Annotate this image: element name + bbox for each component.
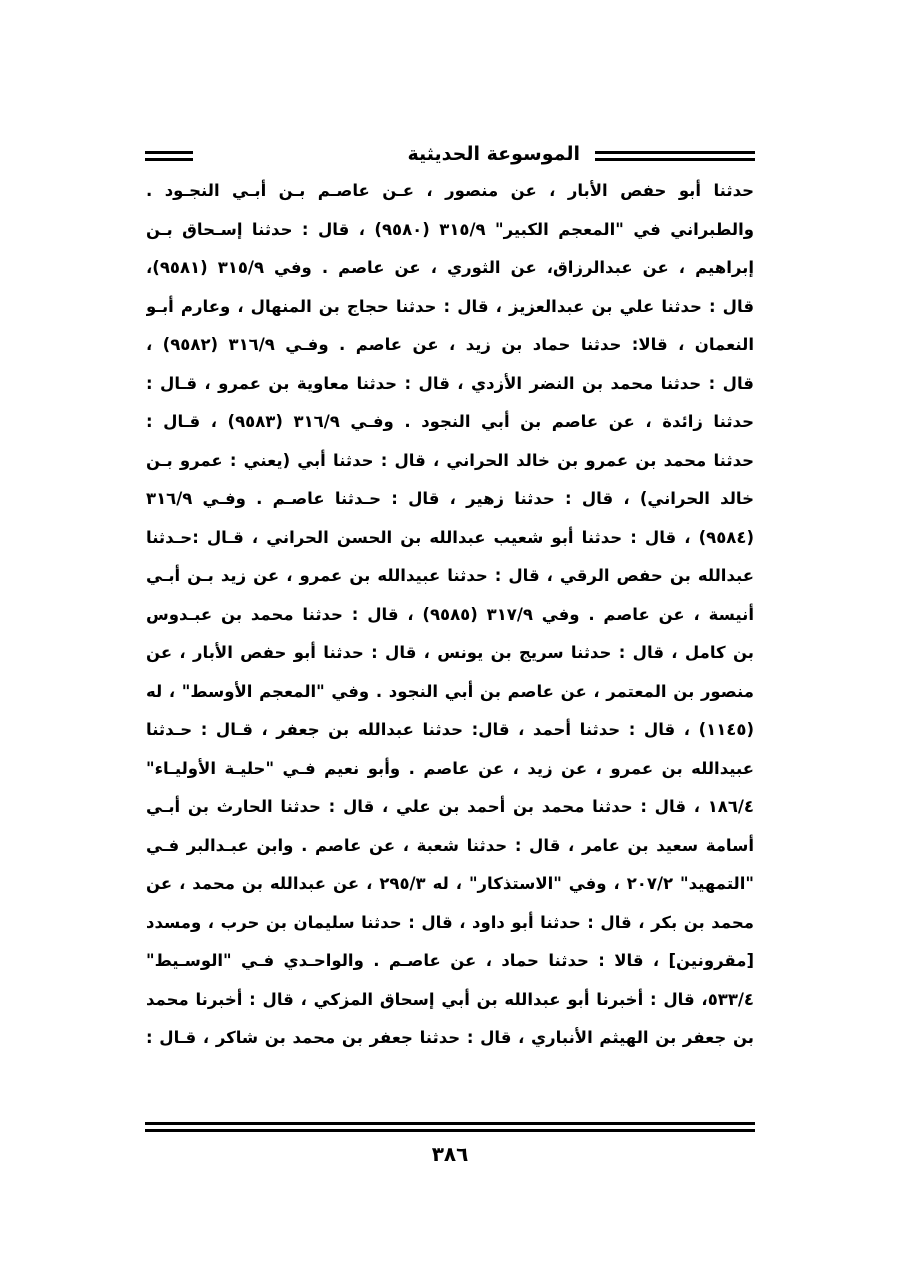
header-rule-left-bottom xyxy=(145,158,193,161)
text-line: خالد الحراني) ، قال : حدثنا زهير ، قال : حـدثنا عاصـم . وفـي ٣١٦/٩ xyxy=(146,489,754,508)
text-line: والطبراني في "المعجم الكبير" ٣١٥/٩ (٩٥٨٠) ، قال : حدثنا إسـحاق بـن xyxy=(146,219,754,239)
body-text xyxy=(146,172,754,1058)
header-rule-right-bottom xyxy=(595,158,755,161)
text-line: ٥٣٣/٤، قال : أخبرنا أبو عبدالله بن أبي إسحاق المزكي ، قال : أخبرنا محمد xyxy=(146,989,754,1009)
text-line: (١١٤٥) ، قال : حدثنا أحمد ، قال: حدثنا عبدالله بن جعفر ، قـال : حـدثنا xyxy=(146,720,754,739)
text-line: حدثنا أبو حفص الأبار ، عن منصور ، عـن عاصـم بـن أبـي النجـود . xyxy=(146,181,754,200)
text-line: قال : حدثنا محمد بن النضر الأزدي ، قال : حدثنا معاوية بن عمرو ، قـال : xyxy=(146,373,754,393)
text-line: أسامة سعيد بن عامر ، قال : حدثنا شعبة ، عن عاصم . وابن عبـدالبر فـي xyxy=(146,835,754,855)
text-line: عبيدالله بن عمرو ، عن زيد ، عن عاصم . وأبو نعيم فـي "حليـة الأوليـاء" xyxy=(146,758,754,778)
text-line: قال : حدثنا علي بن عبدالعزيز ، قال : حدثنا حجاج بن المنهال ، وعارم أبـو xyxy=(146,296,754,316)
footer-rule-top xyxy=(145,1122,755,1125)
text-line: "التمهيد" ٢٠٧/٢ ، وفي "الاستذكار" ، له ٢٩٥/٣ ، عن عبدالله بن محمد ، عن xyxy=(146,874,754,893)
text-line: حدثنا محمد بن عمرو بن خالد الحراني ، قال : حدثنا أبي (يعني : عمرو بـن xyxy=(146,450,754,470)
text-line: محمد بن بكر ، قال : حدثنا أبو داود ، قال : حدثنا سليمان بن حرب ، ومسدد xyxy=(146,912,754,932)
page-header xyxy=(145,140,755,174)
header-rule-right-top xyxy=(595,151,755,154)
page-number: ٣٨٦ xyxy=(431,1142,469,1166)
header-rule-left-top xyxy=(145,151,193,154)
footer-rule-bottom xyxy=(145,1129,755,1132)
text-line: ١٨٦/٤ ، قال : حدثنا محمد بن أحمد بن علي ، قال : حدثنا الحارث بن أبـي xyxy=(146,797,754,816)
text-line: [مقرونين] ، قالا : حدثنا حماد ، عن عاصـم . والواحـدي فـي "الوسـيط" xyxy=(146,951,754,970)
text-line: بن كامل ، قال : حدثنا سريج بن يونس ، قال : حدثنا أبو حفص الأبار ، عن xyxy=(146,643,754,662)
text-line: منصور بن المعتمر ، عن عاصم بن أبي النجود . وفي "المعجم الأوسط" ، له xyxy=(146,681,754,701)
text-line: عبدالله بن حفص الرقي ، قال : حدثنا عبيدالله بن عمرو ، عن زيد بـن أبـي xyxy=(146,566,754,585)
text-line: حدثنا زائدة ، عن عاصم بن أبي النجود . وفـي ٣١٦/٩ (٩٥٨٣) ، قـال : xyxy=(146,412,754,431)
text-line: بن جعفر بن الهيثم الأنباري ، قال : حدثنا جعفر بن محمد بن شاكر ، قـال : xyxy=(146,1028,754,1047)
text-line: إبراهيم ، عن عبدالرزاق، عن الثوري ، عن عاصم . وفي ٣١٥/٩ (٩٥٨١)، xyxy=(146,258,754,277)
text-line: (٩٥٨٤) ، قال : حدثنا أبو شعيب عبدالله بن الحسن الحراني ، قـال :حـدثنا xyxy=(146,527,754,547)
text-line: النعمان ، قالا: حدثنا حماد بن زيد ، عن عاصم . وفـي ٣١٦/٩ (٩٥٨٢) ، xyxy=(146,335,754,354)
text-line: أنيسة ، عن عاصم . وفي ٣١٧/٩ (٩٥٨٥) ، قال : حدثنا محمد بن عبـدوس xyxy=(146,604,754,624)
running-header-title: الموسوعة الحديثية xyxy=(407,143,580,165)
